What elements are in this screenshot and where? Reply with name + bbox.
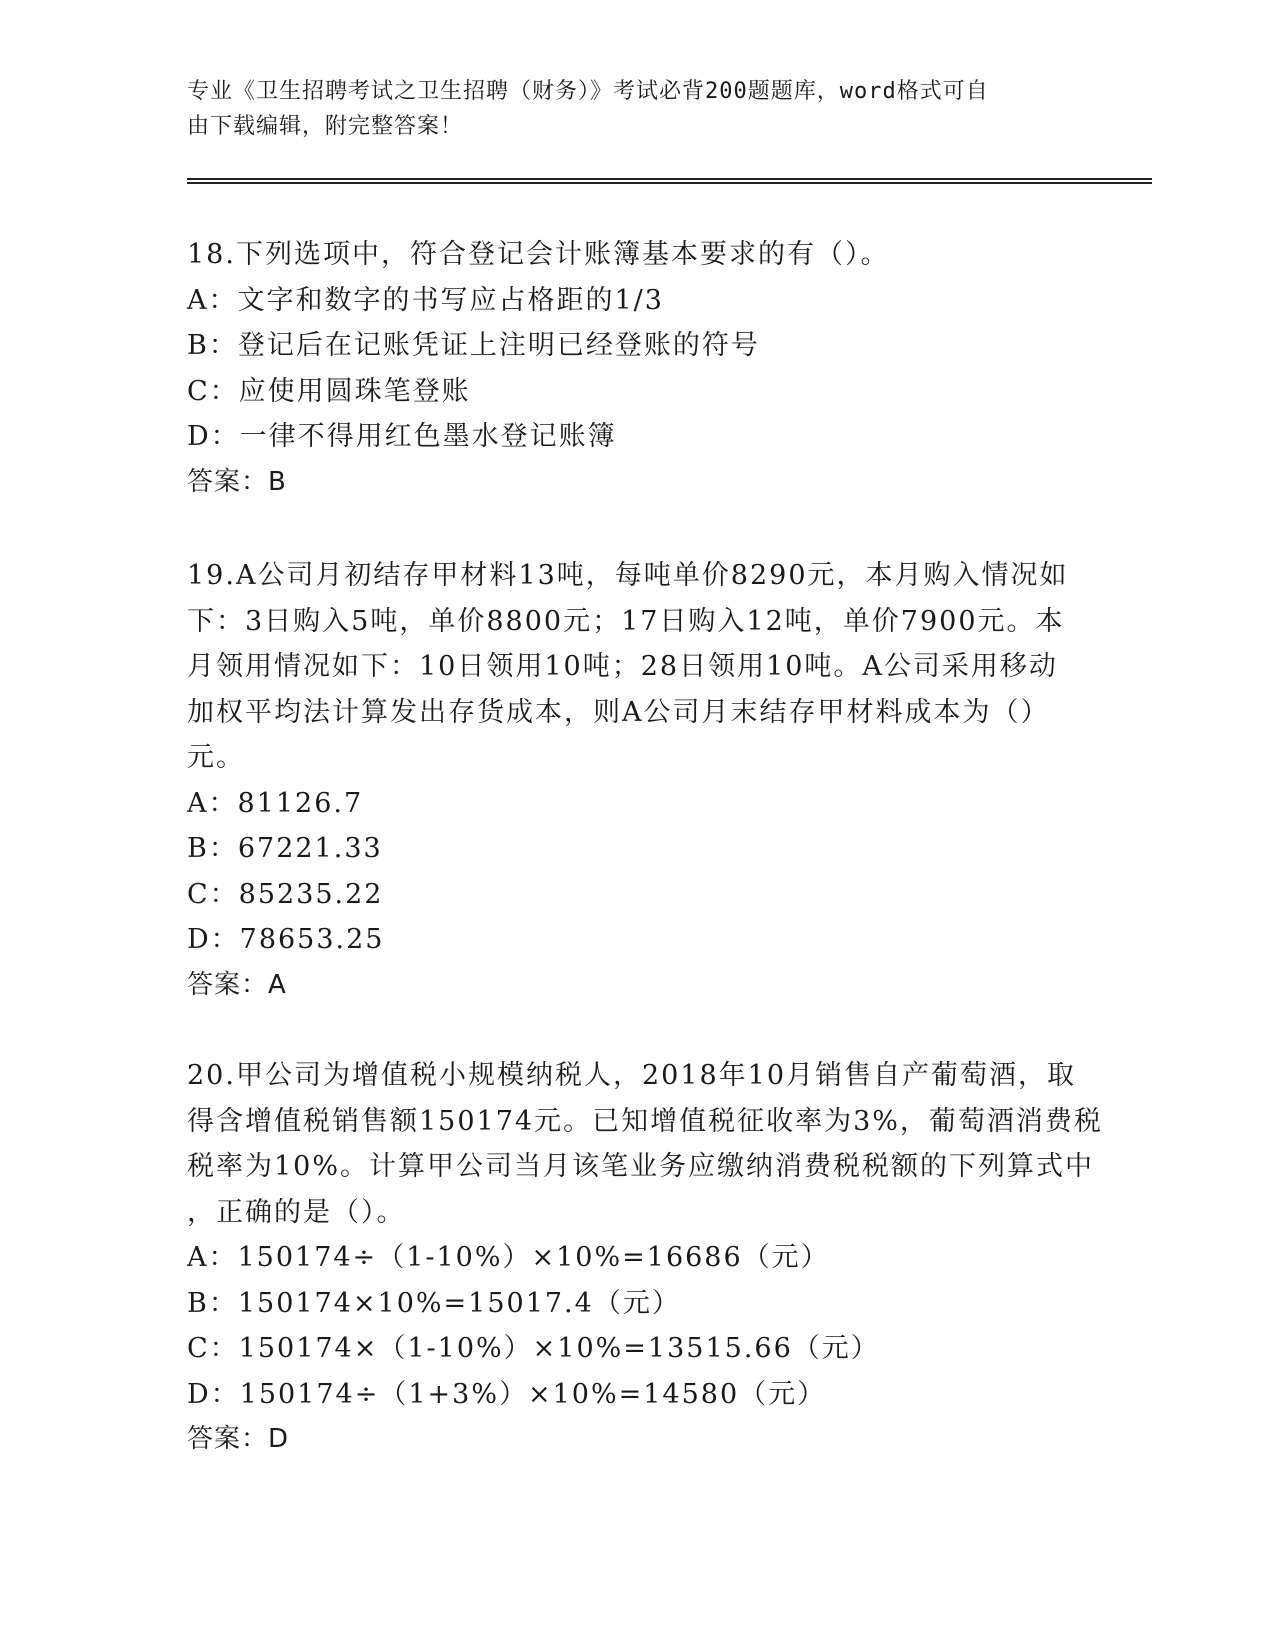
question-stem-line: 月领用情况如下：10日领用10吨；28日领用10吨。A公司采用移动: [187, 651, 1058, 682]
option-a: A：150174÷（1-10%）×10%=16686（元）: [187, 1242, 830, 1273]
option-c: C：应使用圆珠笔登账: [187, 375, 471, 407]
header-double-rule: [187, 178, 1152, 184]
question-stem-line: 19.A公司月初结存甲材料13吨，每吨单价8290元，本月购入情况如: [187, 560, 1069, 591]
question-19: [187, 553, 1087, 1008]
header-line: 由下载编辑，附完整答案！: [187, 114, 464, 139]
question-stem-line: 得含增值税销售额150174元。已知增值税征收率为3%，葡萄酒消费税: [187, 1105, 1103, 1137]
question-stem: 18.下列选项中，符合登记会计账簿基本要求的有（）。: [187, 239, 890, 270]
document-header: [187, 74, 1067, 144]
option-c: C：85235.22: [187, 878, 384, 910]
option-a: A：81126.7: [187, 787, 364, 819]
question-stem-line: 下：3日购入5吨，单价8800元；17日购入12吨，单价7900元。本: [187, 605, 1065, 637]
option-b: B：67221.33: [187, 833, 383, 864]
answer-line: 答案：A: [187, 969, 287, 1000]
option-d: D：78653.25: [187, 924, 385, 955]
option-b: B：150174×10%=15017.4（元）: [187, 1287, 681, 1319]
question-stem-line: 税率为10%。计算甲公司当月该笔业务应缴纳消费税税额的下列算式中: [187, 1151, 1095, 1182]
question-20: [187, 1053, 1103, 1463]
answer-line: 答案：B: [187, 466, 287, 497]
question-stem-line: 加权平均法计算发出存货成本，则A公司月末结存甲材料成本为（）: [187, 696, 1050, 728]
answer-line: 答案：D: [187, 1424, 290, 1454]
question-stem-line: 元。: [187, 742, 245, 773]
question-stem-line: 20.甲公司为增值税小规模纳税人，2018年10月销售自产葡萄酒，取: [187, 1060, 1077, 1091]
option-b: B：登记后在记账凭证上注明已经登账的符号: [187, 330, 760, 361]
question-stem-line: ，正确的是（）。: [187, 1196, 406, 1228]
header-line: 专业《卫生招聘考试之卫生招聘（财务）》考试必背200题题库，word格式可自: [187, 79, 989, 104]
option-d: D：一律不得用红色墨水登记账簿: [187, 421, 617, 452]
option-c: C：150174×（1-10%）×10%=13515.66（元）: [187, 1333, 880, 1364]
option-a: A：文字和数字的书写应占格距的1/3: [187, 284, 664, 316]
question-18: [187, 232, 1087, 505]
option-d: D：150174÷（1+3%）×10%=14580（元）: [187, 1378, 827, 1410]
